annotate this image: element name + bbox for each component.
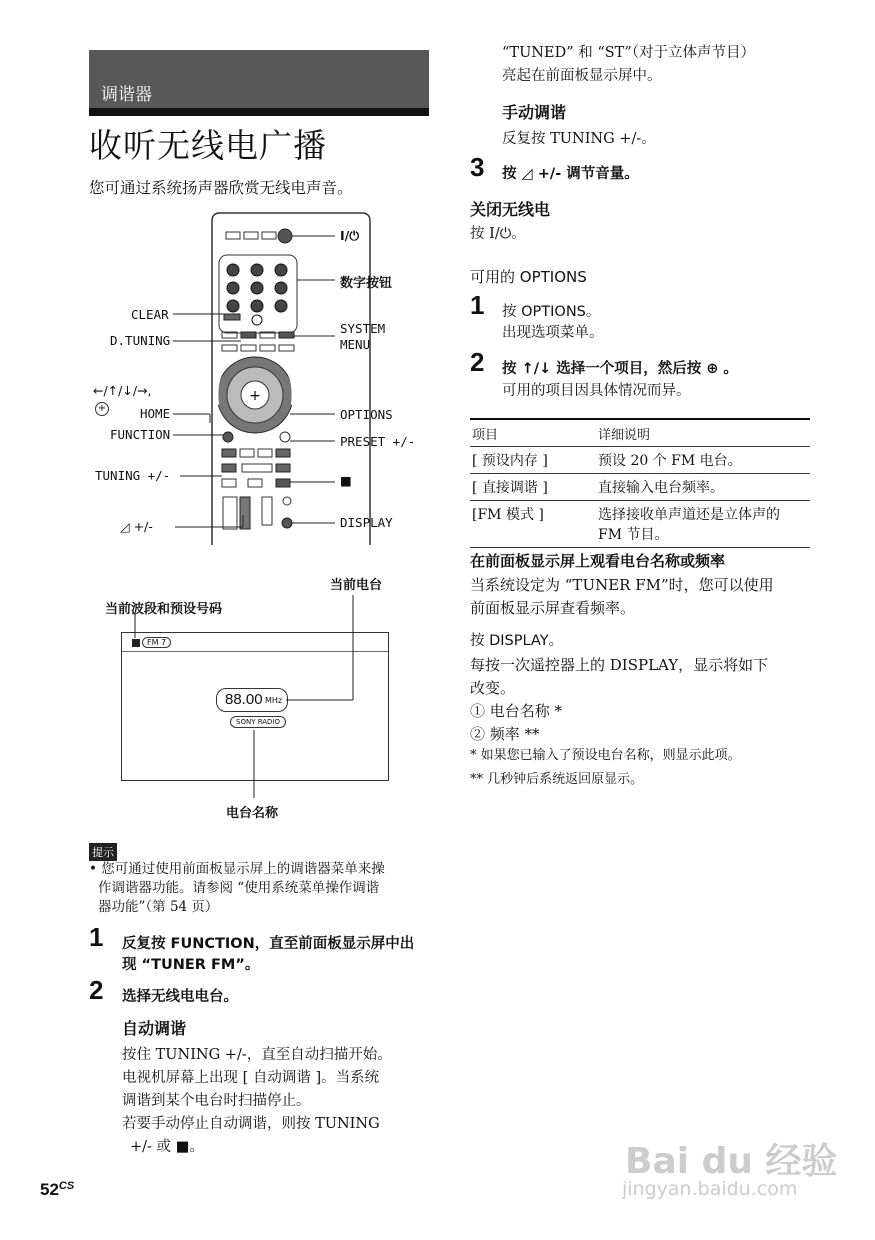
step-2-number: 2 [89,975,104,1005]
cycle-line-1: 每按一次遥控器上的 DISPLAY，显示将如下 [470,656,769,674]
auto-line-1: 按住 TUNING +/-，直至自动扫描开始。 [122,1047,392,1063]
tip-text [89,860,385,917]
table-header-item: 项目 [470,421,596,447]
enter-icon: + [95,402,109,416]
table-header-desc: 详细说明 [596,421,810,447]
display-line-2: 前面板显示屏查看频率。 [470,599,636,617]
label-power: I/⏻ [340,228,360,243]
table-cell-line: FM 节目。 [598,527,669,543]
press-display: 按 DISPLAY。 [470,633,564,649]
label-station-name: 电台名称 [226,806,279,821]
preset-button [276,449,290,457]
table-header-row [470,421,810,447]
auto-line-2: 电视机屏幕上出现 [ 自动调谐 ]。当系统 [122,1070,380,1086]
band-indicator: FM 7 [142,637,171,648]
tuning-button [222,464,236,472]
section-header-underline [89,108,429,116]
page-number [40,1180,74,1200]
display-text [470,574,774,620]
clear-button [224,314,240,320]
station-name-box: SONY RADIO [230,716,286,728]
remote-diagram [80,205,440,550]
tuned-text [502,42,755,88]
top-button-2 [244,232,258,239]
manual-tuning-heading: 手动调谐 [502,103,567,122]
table-row [470,447,810,474]
tip-badge: 提示 [89,843,117,861]
table-cell: 直接输入电台频率。 [596,474,810,501]
stop-button [276,479,290,487]
options-step-1-text: 按 OPTIONS。 [502,304,601,320]
options-step-2-number: 2 [470,347,485,377]
label-preset: PRESET +/- [340,434,416,449]
page-number-value: 52 [40,1180,59,1199]
auto-line-4: 若要手动停止自动调谐，则按 TUNING [122,1116,380,1132]
radio-off-heading: 关闭无线电 [470,200,551,219]
cycle-item-1: ① 电台名称 * [470,702,563,720]
step-1-line-1: 反复按 FUNCTION，直至前面板显示屏中出 [122,936,415,952]
auto-tuning-text [122,1044,392,1159]
label-home: HOME [140,406,171,421]
step-1-line-2: 现 “TUNER FM”。 [122,957,260,973]
page-title: 收听无线电广播 [89,126,327,165]
auto-tuning-heading: 自动调谐 [122,1019,187,1038]
tip-line-1: • 您可通过使用前面板显示屏上的调谐器菜单来操 [89,861,385,877]
table-row [470,474,810,501]
display-heading: 在前面板显示屏上观看电台名称或频率 [470,552,726,570]
label-menu: MENU [340,337,371,352]
frequency-value: 88.00 [225,691,263,708]
options-step-1-number: 1 [470,290,485,320]
label-stop: ■ [340,473,352,488]
display-leader-lines [120,590,380,800]
options-heading: 可用的 OPTIONS [470,268,587,286]
svg-text:+: + [249,388,261,404]
page-number-suffix: CS [58,1180,75,1192]
label-band-preset: 当前波段和预设号码 [105,602,223,617]
footnotes [470,744,741,792]
volume-button [240,497,250,529]
step-3-number: 3 [470,152,485,182]
tip-line-3: 器功能”（第 54 页） [98,899,219,915]
manual-tuning-text: 反复按 TUNING +/-。 [502,131,656,147]
table-cell-line: 选择接收单声道还是立体声的 [598,507,780,523]
display-button [282,518,292,528]
function-button [223,432,233,442]
label-current-station: 当前电台 [330,578,383,593]
step-1-number: 1 [89,922,104,952]
auto-line-3: 调谐到某个电台时扫描停止。 [122,1093,311,1109]
top-button-1 [226,232,240,239]
system-menu-button [279,332,294,338]
options-step-2-sub: 可用的项目因具体情况而异。 [502,383,691,399]
top-button-3 [262,232,276,239]
section-header-bar [89,50,429,116]
table-cell: [FM 模式 ] [470,501,596,548]
table-cell [596,501,810,548]
label-number-buttons: 数字按钮 [340,276,393,291]
section-label: 调谐器 [101,85,152,105]
options-step-1-sub: 出现选项菜单。 [502,325,604,341]
intro-text: 您可通过系统扬声器欣赏无线电声音。 [89,179,353,197]
options-table-top-rule [470,418,810,420]
step-2-text: 选择无线电电台。 [122,989,238,1005]
label-clear: CLEAR [131,307,169,322]
tip-line-2: 作调谐器功能。请参阅 “使用系统菜单操作调谐 [98,880,380,896]
table-cell: [ 预设内存 ] [470,447,596,474]
display-cycle-text [470,654,768,746]
cycle-line-2: 改变。 [470,679,516,697]
table-row [470,501,810,548]
step-3-text: 按 ◿ +/- 调节音量。 [502,166,639,182]
display-line-1: 当系统设定为 “TUNER FM”时，您可以使用 [470,576,774,594]
options-table [470,421,810,548]
label-system: SYSTEM [340,321,386,336]
auto-line-5: +/- 或 ■。 [130,1139,204,1155]
label-tuning: TUNING +/- [95,468,171,483]
tuned-line-1: “TUNED” 和 “ST”（对于立体声节目） [502,45,756,61]
frequency-unit: MHz [265,696,283,705]
table-cell: 预设 20 个 FM 电台。 [596,447,810,474]
label-function: FUNCTION [110,427,171,442]
power-button [278,229,292,243]
footnote-1: * 如果您已输入了预设电台名称，则显示此项。 [470,748,741,763]
label-options: OPTIONS [340,407,393,422]
watermark-url: jingyan.baidu.com [622,1178,798,1200]
footnote-2: ** 几秒钟后系统返回原显示。 [470,772,644,787]
label-display: DISPLAY [340,515,393,530]
label-d-tuning: D.TUNING [110,333,171,348]
label-arrows: ←/↑/↓/→, [93,383,152,398]
tuned-line-2: 亮起在前面板显示屏中。 [502,68,662,84]
d-tuning-button [241,332,256,338]
cycle-item-2: ② 频率 ** [470,725,540,743]
table-cell: [ 直接调谐 ] [470,474,596,501]
options-step-2-text: 按 ↑/↓ 选择一个项目，然后按 ⊕ 。 [502,361,738,377]
radio-off-text: 按 I/⏻。 [470,226,526,242]
watermark-logo: Bai du 经验 [625,1141,838,1182]
play-button [242,464,272,472]
label-volume: ◿ +/- [120,519,153,534]
